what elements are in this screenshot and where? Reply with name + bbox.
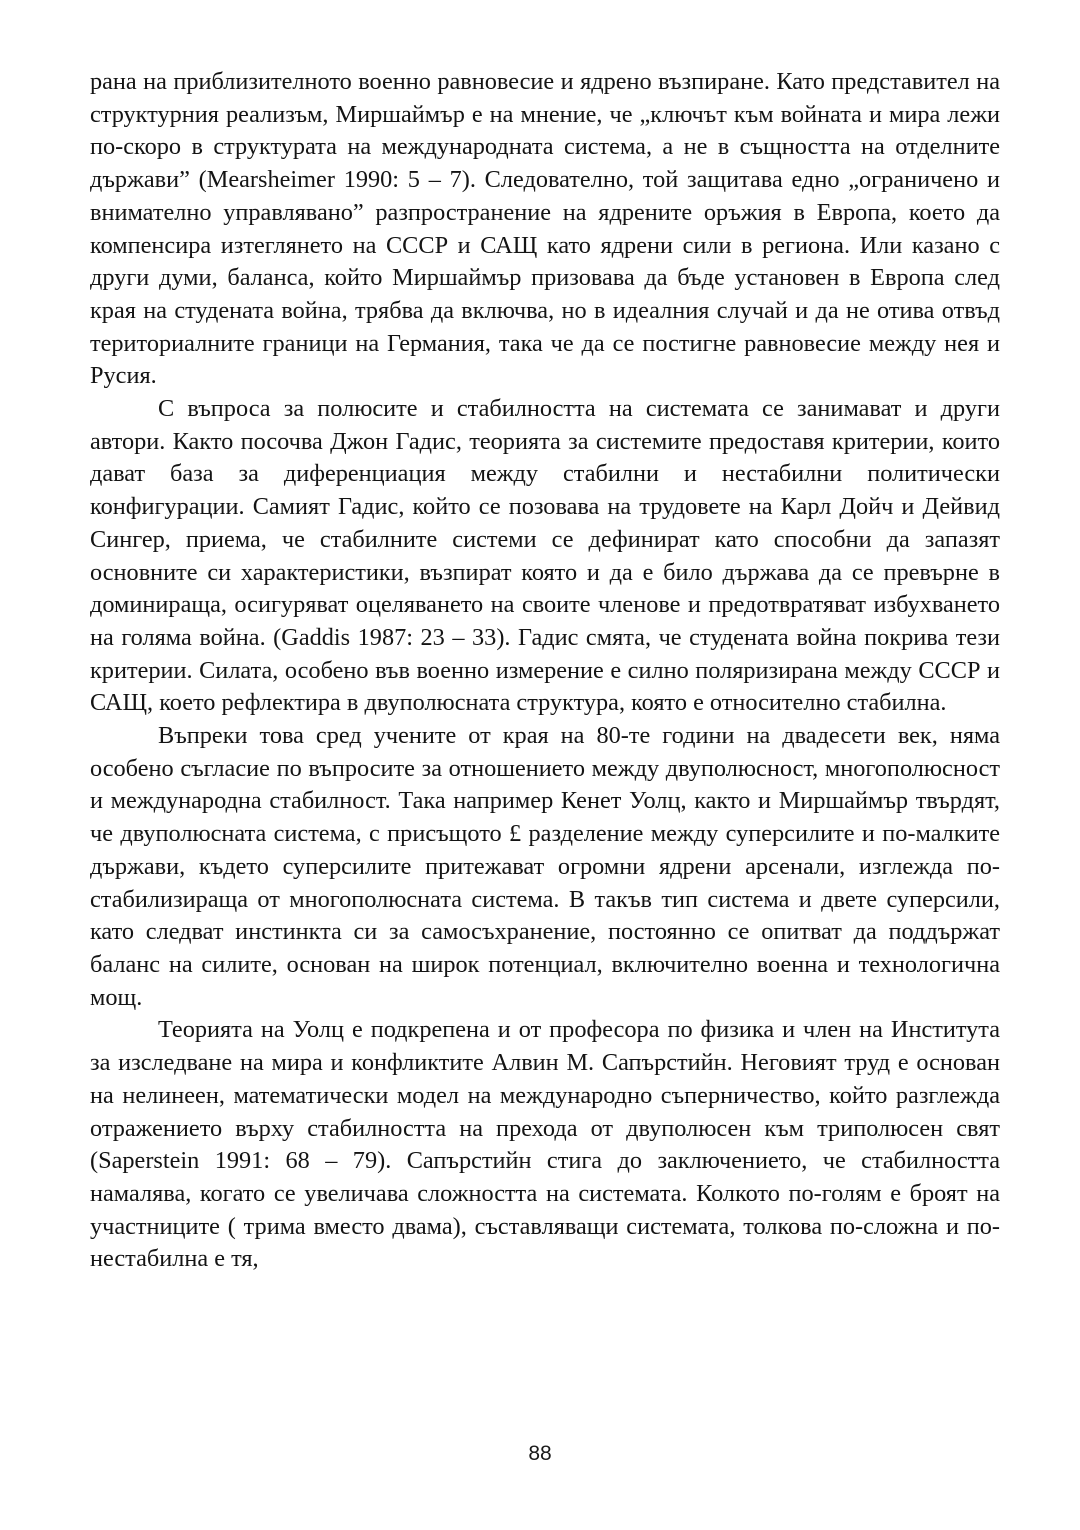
paragraph-2: С въпроса за полюсите и стабилността на системата се занимават и други автори. Както посочва Джон Гадис, теорията за системите предоставя критерии, които дават база за диференциация между стабилни и нестабилни политически конфигурации. Самият Гадис, който се позовава на трудовете на Карл Дойч и Дейвид Сингер, приема, че стабилните системи се дефинират като способни да запазят основните си характеристики, възпират която и да е било държава да се превърне в доминираща, осигуряват оцеляването на своите членове и предотвратяват избухването на голяма война. (Gaddis 1987: 23 – 33). Гадис смята, че студената война покрива тези критерии. Силата, особено във военно измерение е силно поляризирана между СССР и САЩ, което рефлектира в двуполюсната структура, която е относително стабилна. bbox=[90, 395, 1000, 717]
paragraph-4: Теорията на Уолц е подкрепена и от професора по физика и член на Института за изследване на мира и конфликтите Алвин М. Сапърстийн. Неговият труд е основан на нелинеен, математически модел на международно съперничество, който разглежда отражението върху стабилността на прехода от двуполюсен към триполюсен свят (Saperstein 1991: 68 – 79). Сапърстийн стига до заключението, че стабилността намалява, когато се увеличава сложността на системата. Колкото по-голям е броят на участниците ( трима вместо двама), съставляващи системата, толкова по-сложна и по-нестабилна е тя, bbox=[90, 1016, 1000, 1273]
body-text bbox=[90, 66, 1000, 1276]
paragraph-1: рана на приблизителното военно равновесие и ядрено възпиране. Като представител на структурния реализъм, Миршаймър е на мнение, че „ключът към войната и мира лежи по-скоро в структурата на международната система, а не в същността на отделните държави” (Mearsheimer 1990: 5 – 7). Следователно, той защитава едно „ограничено и внимателно управлявано” разпространение на ядрените оръжия в Европа, което да компенсира изтеглянето на СССР и САЩ като ядрени сили в региона. Или казано с други думи, баланса, който Миршаймър призовава да бъде установен в Европа след края на студената война, трябва да включва, но в идеалния случай и да не отива отвъд териториалните граници на Германия, така че да се постигне равновесие между нея и Русия. bbox=[90, 68, 1000, 390]
paragraph-3: Въпреки това сред учените от края на 80-те години на двадесети век, няма особено съгласие по въпросите за отношението между двуполюсност, многополюсност и международна стабилност. Така например Кенет Уолц, както и Миршаймър твърдят, че двуполюсната система, с присъщото £ разделение между суперсилите и по-малките държави, където суперсилите притежават огромни ядрени арсенали, изглежда по-стабилизираща от многополюсната система. В такъв тип система и двете суперсили, като следват инстинкта си за самосъхранение, постоянно се опитват да поддържат баланс на силите, основан на широк потенциал, включително военна и технологична мощ. bbox=[90, 722, 1000, 1011]
page-number: 88 bbox=[528, 1442, 552, 1465]
